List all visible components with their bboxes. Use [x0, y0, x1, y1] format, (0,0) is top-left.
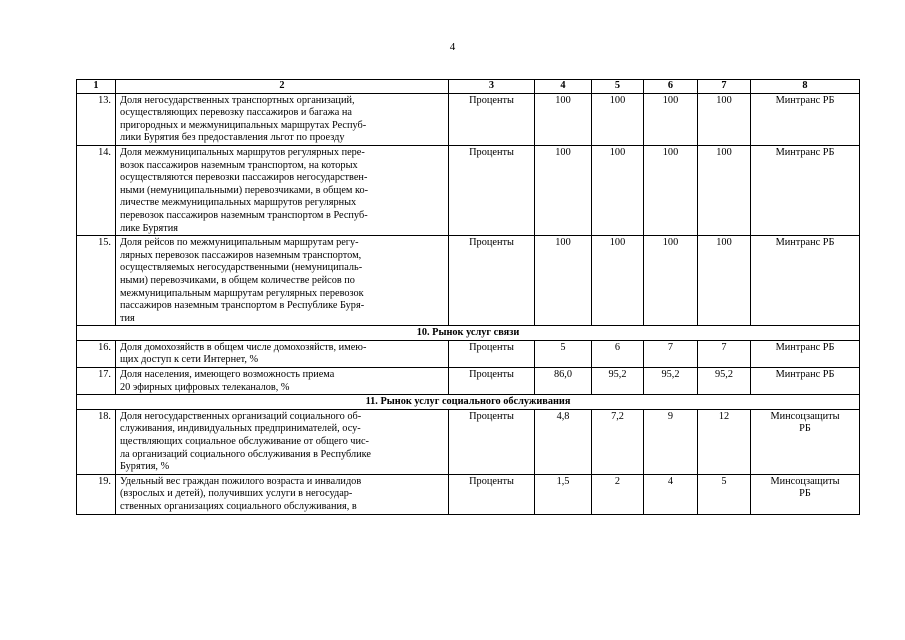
- page-number: 4: [449, 41, 456, 53]
- description-line: ла организаций социального обслуживания в Республике: [120, 448, 371, 460]
- row-number: 16.: [77, 340, 116, 367]
- indicators-table: [76, 79, 860, 515]
- description-line: пригородных и межмуниципальных маршрутах Респуб-: [120, 119, 367, 131]
- table-row: [77, 93, 860, 145]
- description-line: 20 эфирных цифровых телеканалов, %: [120, 381, 290, 393]
- description-line: Доля негосударственных транспортных организаций,: [120, 94, 355, 106]
- description-line: осуществляются перевозки пассажиров негосударствен-: [120, 172, 368, 184]
- responsible-org: [751, 340, 860, 367]
- indicator-description: [116, 236, 449, 326]
- description-line: возок пассажиров наземным транспортом, на которых: [120, 159, 358, 171]
- description-line: пассажиров наземным транспортом в Республике Буря-: [120, 300, 365, 312]
- row-number: 15.: [77, 236, 116, 326]
- table-row: [77, 340, 860, 367]
- description-line: Доля негосударственных организаций социального об-: [120, 410, 362, 422]
- unit-cell: Проценты: [449, 368, 535, 395]
- table-row: [77, 145, 860, 235]
- section-title: 10. Рынок услуг связи: [77, 326, 860, 341]
- header-cell: 1: [77, 80, 116, 94]
- description-line: Доля рейсов по межмуниципальным маршрутам регу-: [120, 237, 359, 249]
- value-col7: 100: [698, 145, 751, 235]
- value-col4: 5: [535, 340, 592, 367]
- value-col6: 9: [644, 409, 698, 474]
- description-line: перевозок пассажиров наземным транспортом в Респуб-: [120, 209, 368, 221]
- header-cell: 6: [644, 80, 698, 94]
- table-header-row: [77, 80, 860, 94]
- indicator-description: [116, 93, 449, 145]
- responsible-org: [751, 409, 860, 474]
- header-cell: 8: [751, 80, 860, 94]
- unit-cell: Проценты: [449, 93, 535, 145]
- section-title: 11. Рынок услуг социального обслуживания: [77, 395, 860, 410]
- value-col5: 100: [592, 236, 644, 326]
- description-line: Доля населения, имеющего возможность приема: [120, 369, 335, 381]
- description-line: межмуниципальным маршрутам регулярных перевозок: [120, 287, 364, 299]
- value-col6: 4: [644, 474, 698, 514]
- responsible-org: [751, 145, 860, 235]
- org-line: Минсоцзащиты: [770, 475, 840, 487]
- description-line: Бурятия, %: [120, 461, 170, 473]
- value-col5: 95,2: [592, 368, 644, 395]
- org-line: Минтранс РБ: [775, 369, 835, 381]
- value-col4: 4,8: [535, 409, 592, 474]
- value-col5: 2: [592, 474, 644, 514]
- value-col5: 100: [592, 145, 644, 235]
- section-header-row: [77, 326, 860, 341]
- description-line: личестве межмуниципальных маршрутов регулярных: [120, 197, 357, 209]
- responsible-org: [751, 474, 860, 514]
- table-row: [77, 409, 860, 474]
- row-number: 14.: [77, 145, 116, 235]
- unit-cell: Проценты: [449, 236, 535, 326]
- description-line: (взрослых и детей), получивших услуги в негосудар-: [120, 488, 353, 500]
- value-col4: 100: [535, 145, 592, 235]
- description-line: ными) перевозчиками, в общем количестве рейсов по: [120, 274, 355, 286]
- row-number: 13.: [77, 93, 116, 145]
- org-line: Минтранс РБ: [775, 237, 835, 249]
- unit-cell: Проценты: [449, 340, 535, 367]
- value-col6: 7: [644, 340, 698, 367]
- header-cell: 2: [116, 80, 449, 94]
- value-col7: 95,2: [698, 368, 751, 395]
- org-line: Минтранс РБ: [775, 341, 835, 353]
- section-header-row: [77, 395, 860, 410]
- header-cell: 3: [449, 80, 535, 94]
- description-line: лики Бурятия без предоставления льгот по проезду: [120, 132, 345, 144]
- org-line: Минсоцзащиты: [770, 410, 840, 422]
- responsible-org: [751, 93, 860, 145]
- value-col7: 12: [698, 409, 751, 474]
- description-line: осуществляющих перевозку пассажиров и багажа на: [120, 107, 352, 119]
- value-col5: 6: [592, 340, 644, 367]
- org-line: РБ: [799, 423, 811, 435]
- value-col6: 95,2: [644, 368, 698, 395]
- table-row: [77, 474, 860, 514]
- value-col4: 100: [535, 236, 592, 326]
- value-col4: 1,5: [535, 474, 592, 514]
- row-number: 18.: [77, 409, 116, 474]
- value-col7: 100: [698, 236, 751, 326]
- row-number: 19.: [77, 474, 116, 514]
- indicator-description: [116, 368, 449, 395]
- indicator-description: [116, 474, 449, 514]
- responsible-org: [751, 368, 860, 395]
- value-col5: 100: [592, 93, 644, 145]
- value-col4: 100: [535, 93, 592, 145]
- description-line: лике Бурятия: [120, 222, 178, 234]
- unit-cell: Проценты: [449, 145, 535, 235]
- org-line: Минтранс РБ: [775, 146, 835, 158]
- header-cell: 4: [535, 80, 592, 94]
- org-line: РБ: [799, 488, 811, 500]
- header-cell: 5: [592, 80, 644, 94]
- header-cell: 7: [698, 80, 751, 94]
- description-line: щих доступ к сети Интернет, %: [120, 354, 259, 366]
- description-line: ществляющих социальное обслуживание от общего чис-: [120, 436, 369, 448]
- description-line: ственных организациях социального обслуживания, в: [120, 501, 357, 512]
- value-col5: 7,2: [592, 409, 644, 474]
- responsible-org: [751, 236, 860, 326]
- table-row: [77, 236, 860, 326]
- description-line: тия: [120, 312, 135, 324]
- indicator-description: [116, 145, 449, 235]
- row-number: 17.: [77, 368, 116, 395]
- description-line: Доля межмуниципальных маршрутов регулярных пере-: [120, 146, 365, 158]
- indicator-description: [116, 409, 449, 474]
- value-col7: 100: [698, 93, 751, 145]
- value-col6: 100: [644, 236, 698, 326]
- description-line: Доля домохозяйств в общем числе домохозяйств, имею-: [120, 341, 367, 353]
- value-col7: 7: [698, 340, 751, 367]
- description-line: ными (немуниципальными) перевозчиками, в общем ко-: [120, 184, 369, 196]
- org-line: Минтранс РБ: [775, 94, 835, 106]
- value-col6: 100: [644, 93, 698, 145]
- value-col6: 100: [644, 145, 698, 235]
- unit-cell: Проценты: [449, 474, 535, 514]
- description-line: осуществляемых негосударственными (немуниципаль-: [120, 262, 363, 274]
- description-line: лярных перевозок пассажиров наземным транспортом,: [120, 249, 362, 261]
- description-line: Удельный вес граждан пожилого возраста и инвалидов: [120, 475, 362, 487]
- indicator-description: [116, 340, 449, 367]
- table-row: [77, 368, 860, 395]
- unit-cell: Проценты: [449, 409, 535, 474]
- description-line: служивания, индивидуальных предпринимателей, осу-: [120, 423, 361, 435]
- value-col7: 5: [698, 474, 751, 514]
- value-col4: 86,0: [535, 368, 592, 395]
